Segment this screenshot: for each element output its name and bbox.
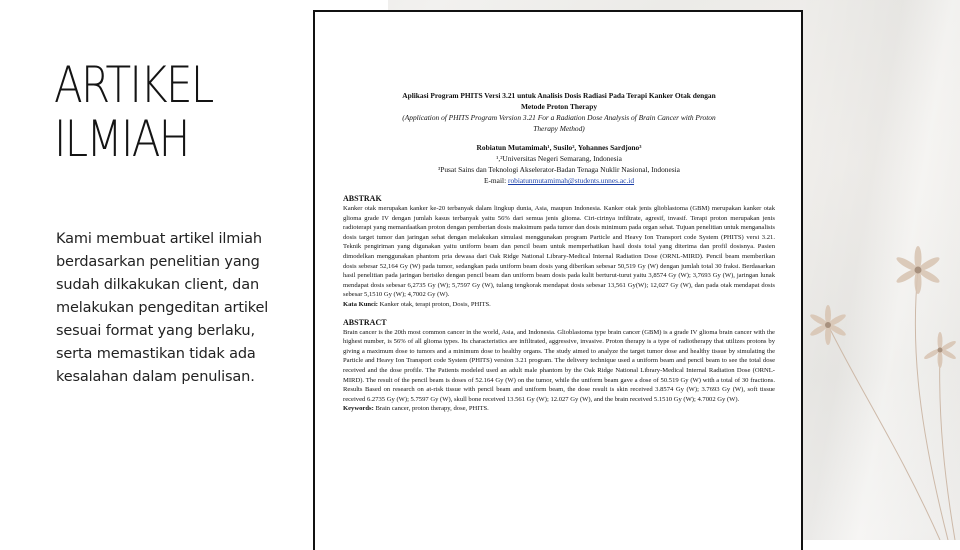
slide-description: Kami membuat artikel ilmiah berdasarkan penelitian yang sudah dilkakukan client, dan melakukan pengeditan artikel sesuai format yang berlaku, serta memastikan tidak ada kesalahan dalam penulisan. <box>56 231 269 385</box>
article-page <box>343 90 775 414</box>
article-title-en-line-2: Therapy Method) <box>533 124 585 133</box>
slide-heading <box>54 58 213 166</box>
article-email-line <box>343 175 775 186</box>
heading-line-1: ARTIKEL <box>54 56 213 114</box>
abstrak-text: Kanker otak merupakan kanker ke-20 terbanyak dalam lingkup dunia, Asia, maupun Indonesia. Kanker otak jenis glioblastoma (GBM) merupakan kanker otak glioma grade IV dengan jumlah kasus terbanyak yaitu 56% dari semua jenis glioma. Ciri-cirinya infiltrate, agresif, invasif. Terapi proton merupakan jenis radioterapi yang memanfaatkan proton dengan pemberian dosis maksimum pada tumor dan dosis minimum pada organ sehat. Tujuan penelitian untuk menganalisis dosis target tumor dan jaringan sehat dengan melakukan simulasi menggunakan program Particle and Heavy Ion Transport code System (PHITS) versi 3.21. Teknik pengiriman yang digunakan yaitu uniform beam dan pencil beam untuk memperhatikan hasil dosis total yang diterima dan profil dosisnya. Pasien dimodelkan menggunakan phantom pria dewasa dari Oak Ridge National Library-Medical Internal Radiation Dose (ORNL-MIRD). Pencil beam memberikan dosis sebesar 52,164 Gy (W) pada tumor, sedangkan pada uniform beam dosis yang diberikan sebesar 50,519 Gy (W) dengan jumlah total 30 fraksi. Berdasarkan hasil penelitian pada jaringan berisiko dengan pencil beam dan uniform beam dosis pada kulit berturut-turut yaitu 3,8574 Gy (W); 3,7693 Gy (W), jaringan lunak mendapat dosis sebesar 6,2735 Gy (W); 5,7597 Gy (W), tulang tengkorak mendapat dosis sebesar 13,561 Gy(W); 12,027 Gy (W), dan pada otak mendapat dosis sebesar 5,1510 Gy (W); 4,7002 Gy (W). <box>343 205 775 299</box>
article-email-link[interactable]: robiatunmutamimah@students.unnes.ac.id <box>507 176 635 185</box>
kata-kunci-label: Kata Kunci: <box>343 300 378 308</box>
abstrak-heading: ABSTRAK <box>343 194 382 203</box>
keywords-line <box>343 404 775 414</box>
abstract-heading: ABSTRACT <box>343 317 387 327</box>
abstract-text: Brain cancer is the 20th most common cancer in the world, Asia, and Indonesia. Glioblastoma type brain cancer (GBM) is a grade IV glioma brain cancer with the highest number, is 56% of all glioma types. Its characteristics are infiltrated, aggressive, invasive. Proton therapy is a type of radiotherapy that utilizes protons by giving a maximum dose to tumors and a minimum dose to healthy organs. The study aimed to analyze the target tumor dose and healthy tissue by simulating the Particle and Heavy Ion Transport code System (PHITS) version 3.21 program. The delivery technique used a uniform beam and pencil beam to see the total dose received and the dose profile. The Patients modeled used an adult male phantom by the Oak Ridge National Library-Medical Internal Radiation Dose (ORNL-MIRD). The result of the pencil beam is doses of 52.164 Gy (W) on the tumor, while the uniform beam gave a dose of 50.519 Gy (W) with a total of 30 fractions. Results Based on research on at-risk tissue with pencil beam and uniform beam, the dose result is skin received 3.8574 Gy (W); 3.7693 Gy (W), soft tissue received 6.2735 Gy (W); 5.7597 Gy (W), skull bone received 13.561 Gy (W); 12.027 Gy (W), and the brain received 5.1510 Gy (W); 4.7002 Gy (W). <box>343 328 775 403</box>
article-title-line-2: Metode Proton Therapy <box>520 102 598 111</box>
article-title-en-line-1: (Application of PHITS Program Version 3.21 For a Radiation Dose Analysis of Brain Cancer with Proton <box>402 113 716 122</box>
article-document-image <box>313 10 803 550</box>
article-authors-block <box>343 142 775 186</box>
article-authors: Robiatun Mutamimah¹, Susilo², Yohannes Sardjono³ <box>476 143 642 152</box>
kata-kunci-line <box>343 300 775 310</box>
article-affiliation-2: ³Pusat Sains dan Teknologi Akselerator-Badan Tenaga Nuklir Nasional, Indonesia <box>438 165 680 174</box>
article-title-line-1: Aplikasi Program PHITS Versi 3.21 untuk Analisis Dosis Radiasi Pada Terapi Kanker Otak dengan <box>402 91 716 100</box>
dried-flowers-decoration <box>790 230 960 540</box>
keywords-label: Keywords: <box>343 405 374 413</box>
keywords-text: Brain cancer, proton therapy, dose, PHITS. <box>375 405 489 413</box>
article-email-label: E-mail: <box>483 176 507 185</box>
kata-kunci-text: Kanker otak, terapi proton, Dosis, PHITS. <box>379 300 491 308</box>
article-title <box>343 90 775 134</box>
heading-line-2: ILMIAH <box>54 110 189 168</box>
article-affiliation-1: ¹,²Universitas Negeri Semarang, Indonesia <box>496 154 622 163</box>
